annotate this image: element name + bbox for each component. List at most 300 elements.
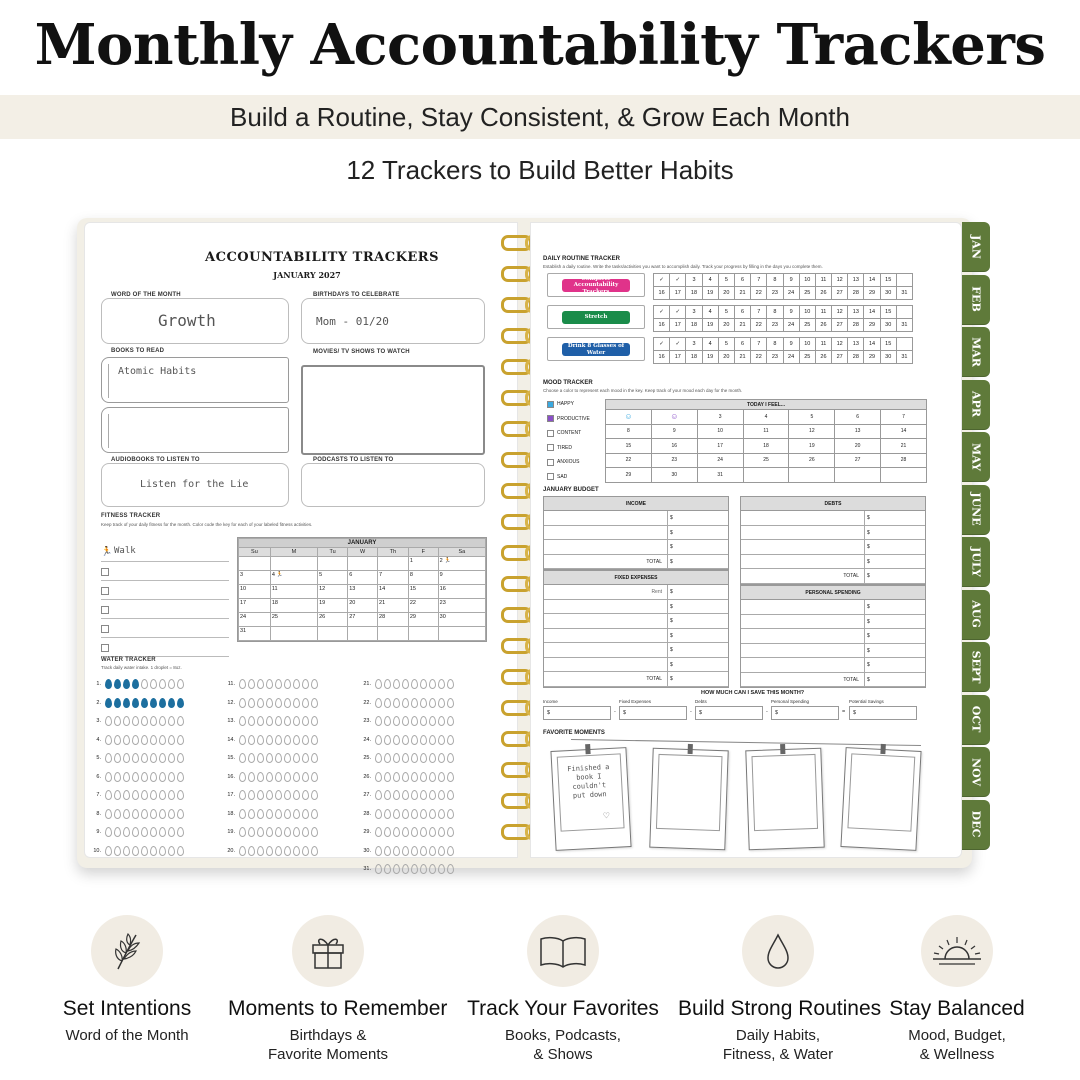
calendar-cell[interactable]: 17	[239, 599, 271, 613]
routine-day-cell[interactable]: 28	[848, 287, 864, 300]
water-drop-icon[interactable]	[393, 846, 400, 856]
mood-key-row[interactable]	[547, 397, 603, 412]
water-drop-icon[interactable]	[411, 698, 418, 708]
water-drop-icon[interactable]	[393, 735, 400, 745]
water-drop-icon[interactable]	[177, 846, 184, 856]
water-drop-icon[interactable]	[393, 753, 400, 763]
water-drop-icon[interactable]	[302, 772, 309, 782]
routine-day-cell[interactable]: 29	[864, 319, 880, 332]
routine-day-cell[interactable]: 29	[864, 351, 880, 364]
water-drop-icon[interactable]	[159, 772, 166, 782]
tab-feb[interactable]: FEB	[962, 275, 990, 325]
routine-day-cell[interactable]: 31	[896, 287, 912, 300]
checkbox[interactable]	[101, 568, 109, 576]
water-drop-icon[interactable]	[293, 698, 300, 708]
water-drop-icon[interactable]	[114, 846, 121, 856]
water-drop-icon[interactable]	[239, 753, 246, 763]
calendar-cell[interactable]	[438, 627, 485, 641]
photo-frame[interactable]	[840, 747, 921, 851]
mood-key-row[interactable]	[547, 441, 603, 456]
routine-day-cell[interactable]: 6	[734, 306, 750, 319]
routine-day-cell[interactable]: 14	[864, 306, 880, 319]
water-drop-icon[interactable]	[141, 827, 148, 837]
water-drop-icon[interactable]	[375, 735, 382, 745]
water-drop-icon[interactable]	[266, 790, 273, 800]
savings-field[interactable]: $	[695, 706, 763, 720]
water-drop-icon[interactable]	[123, 846, 130, 856]
water-drop-icon[interactable]	[168, 772, 175, 782]
water-drop-icon[interactable]	[429, 790, 436, 800]
water-drop-icon[interactable]	[239, 846, 246, 856]
water-drop-icon[interactable]	[248, 827, 255, 837]
calendar-cell[interactable]: 29	[408, 613, 438, 627]
water-drop-icon[interactable]	[248, 790, 255, 800]
routine-day-cell[interactable]: ✓	[654, 306, 670, 319]
routine-day-cell[interactable]: 17	[670, 287, 686, 300]
calendar-cell[interactable]	[318, 557, 348, 571]
checkbox[interactable]	[101, 625, 109, 633]
water-drop-icon[interactable]	[266, 716, 273, 726]
calendar-cell[interactable]	[378, 557, 409, 571]
calendar-cell[interactable]: 12	[318, 585, 348, 599]
water-drop-icon[interactable]	[114, 698, 121, 708]
water-drop-icon[interactable]	[177, 679, 184, 689]
water-drop-icon[interactable]	[248, 716, 255, 726]
water-drop-icon[interactable]	[420, 809, 427, 819]
routine-day-cell[interactable]: ✓	[654, 338, 670, 351]
routine-day-cell[interactable]: 12	[832, 274, 848, 287]
water-drop-icon[interactable]	[302, 846, 309, 856]
photo-frame[interactable]	[649, 748, 728, 851]
water-drop-icon[interactable]	[266, 846, 273, 856]
water-drop-icon[interactable]	[420, 864, 427, 874]
calendar-cell[interactable]: 1	[408, 557, 438, 571]
water-drop-icon[interactable]	[293, 809, 300, 819]
water-drop-icon[interactable]	[311, 716, 318, 726]
calendar-cell[interactable]	[270, 627, 317, 641]
water-drop-icon[interactable]	[429, 846, 436, 856]
water-drop-icon[interactable]	[114, 679, 121, 689]
tab-aug[interactable]: AUG	[962, 590, 990, 640]
mood-day-cell[interactable]: 19	[789, 439, 835, 454]
water-drop-icon[interactable]	[375, 864, 382, 874]
routine-day-cell[interactable]: 18	[686, 351, 702, 364]
water-drop-icon[interactable]	[123, 753, 130, 763]
routine-day-cell[interactable]: 19	[702, 287, 718, 300]
tab-jan[interactable]: JAN	[962, 222, 990, 272]
water-drop-icon[interactable]	[384, 846, 391, 856]
water-drop-icon[interactable]	[284, 772, 291, 782]
water-drop-icon[interactable]	[257, 716, 264, 726]
water-drop-icon[interactable]	[311, 827, 318, 837]
water-drop-icon[interactable]	[447, 864, 454, 874]
calendar-cell[interactable]: 22	[408, 599, 438, 613]
water-drop-icon[interactable]	[159, 716, 166, 726]
water-drop-icon[interactable]	[150, 735, 157, 745]
tab-mar[interactable]: MAR	[962, 327, 990, 377]
routine-day-cell[interactable]: 6	[734, 274, 750, 287]
routine-day-cell[interactable]: 20	[718, 287, 734, 300]
fitness-key-row[interactable]	[101, 600, 229, 619]
routine-day-cell[interactable]: ✓	[670, 306, 686, 319]
routine-day-cell[interactable]: 23	[767, 319, 783, 332]
water-drop-icon[interactable]	[177, 735, 184, 745]
water-drop-icon[interactable]	[123, 679, 130, 689]
water-drop-icon[interactable]	[447, 790, 454, 800]
routine-day-cell[interactable]: ✓	[670, 338, 686, 351]
ledger-line[interactable]: $	[544, 540, 728, 555]
water-drop-icon[interactable]	[393, 827, 400, 837]
fitness-key-row[interactable]	[101, 619, 229, 638]
water-drop-icon[interactable]	[384, 790, 391, 800]
water-drop-icon[interactable]	[375, 772, 382, 782]
water-drop-icon[interactable]	[159, 735, 166, 745]
ledger-total[interactable]: TOTAL $	[741, 673, 925, 688]
ledger-line[interactable]: $	[741, 540, 925, 555]
mood-day-cell[interactable]: 17	[697, 439, 743, 454]
water-drop-icon[interactable]	[114, 790, 121, 800]
water-drop-icon[interactable]	[402, 698, 409, 708]
water-drop-icon[interactable]	[411, 790, 418, 800]
ledger-line[interactable]: $	[741, 555, 925, 570]
routine-day-cell[interactable]: 14	[864, 274, 880, 287]
water-drop-icon[interactable]	[266, 753, 273, 763]
water-drop-icon[interactable]	[275, 846, 282, 856]
water-drop-icon[interactable]	[266, 679, 273, 689]
water-drop-icon[interactable]	[284, 790, 291, 800]
calendar-cell[interactable]: 26	[318, 613, 348, 627]
mood-day-cell[interactable]	[881, 468, 927, 483]
checkbox[interactable]	[547, 444, 554, 451]
water-drop-icon[interactable]	[257, 753, 264, 763]
routine-day-cell[interactable]: 26	[815, 319, 831, 332]
water-drop-icon[interactable]	[302, 735, 309, 745]
water-drop-icon[interactable]	[402, 790, 409, 800]
routine-day-cell[interactable]: 19	[702, 319, 718, 332]
water-drop-icon[interactable]	[393, 698, 400, 708]
mood-day-cell[interactable]: 8	[606, 424, 652, 439]
water-drop-icon[interactable]	[411, 809, 418, 819]
routine-day-cell[interactable]: 12	[832, 306, 848, 319]
water-drop-icon[interactable]	[150, 846, 157, 856]
water-drop-icon[interactable]	[114, 735, 121, 745]
water-drop-icon[interactable]	[168, 716, 175, 726]
routine-day-cell[interactable]: 4	[702, 306, 718, 319]
water-drop-icon[interactable]	[438, 772, 445, 782]
routine-day-cell[interactable]: 19	[702, 351, 718, 364]
water-drop-icon[interactable]	[284, 827, 291, 837]
water-drop-icon[interactable]	[248, 809, 255, 819]
calendar-cell[interactable]: 3	[239, 571, 271, 585]
water-drop-icon[interactable]	[168, 698, 175, 708]
water-drop-icon[interactable]	[284, 679, 291, 689]
water-drop-icon[interactable]	[123, 772, 130, 782]
water-drop-icon[interactable]	[429, 698, 436, 708]
ledger-line[interactable]: $	[741, 629, 925, 644]
water-drop-icon[interactable]	[429, 735, 436, 745]
routine-day-cell[interactable]: 25	[799, 287, 815, 300]
photo-frame[interactable]	[745, 748, 824, 851]
mood-day-cell[interactable]: 13	[835, 424, 881, 439]
routine-day-cell[interactable]: 11	[815, 274, 831, 287]
routine-day-cell[interactable]	[896, 274, 912, 287]
ledger-line[interactable]: $	[544, 511, 728, 526]
routine-day-cell[interactable]: 26	[815, 351, 831, 364]
water-drop-icon[interactable]	[420, 827, 427, 837]
tab-apr[interactable]: APR	[962, 380, 990, 430]
water-drop-icon[interactable]	[411, 735, 418, 745]
water-drop-icon[interactable]	[402, 809, 409, 819]
water-drop-icon[interactable]	[141, 735, 148, 745]
podcasts-box[interactable]	[301, 463, 485, 507]
mood-key-row[interactable]	[547, 426, 603, 441]
routine-day-cell[interactable]	[896, 338, 912, 351]
routine-day-cell[interactable]: 3	[686, 306, 702, 319]
calendar-cell[interactable]: 20	[348, 599, 378, 613]
water-drop-icon[interactable]	[311, 679, 318, 689]
routine-label-box[interactable]	[547, 273, 645, 297]
routine-day-cell[interactable]: 20	[718, 351, 734, 364]
calendar-cell[interactable]	[239, 557, 271, 571]
water-drop-icon[interactable]	[438, 846, 445, 856]
water-drop-icon[interactable]	[429, 827, 436, 837]
water-drop-icon[interactable]	[248, 846, 255, 856]
routine-day-cell[interactable]: 7	[751, 306, 767, 319]
water-drop-icon[interactable]	[447, 846, 454, 856]
water-drop-icon[interactable]	[302, 827, 309, 837]
routine-day-cell[interactable]: 17	[670, 351, 686, 364]
calendar-cell[interactable]	[270, 557, 317, 571]
water-drop-icon[interactable]	[393, 790, 400, 800]
routine-label-box[interactable]	[547, 305, 645, 329]
calendar-cell[interactable]: 13	[348, 585, 378, 599]
fitness-key-row[interactable]	[101, 543, 229, 562]
water-drop-icon[interactable]	[257, 827, 264, 837]
water-drop-icon[interactable]	[114, 827, 121, 837]
water-drop-icon[interactable]	[132, 827, 139, 837]
water-drop-icon[interactable]	[248, 679, 255, 689]
water-drop-icon[interactable]	[132, 846, 139, 856]
ledger-total[interactable]: TOTAL $	[544, 672, 728, 687]
calendar-cell[interactable]: 19	[318, 599, 348, 613]
ledger-line[interactable]: $	[544, 629, 728, 644]
water-drop-icon[interactable]	[311, 772, 318, 782]
routine-day-cell[interactable]: 22	[751, 287, 767, 300]
water-drop-icon[interactable]	[275, 827, 282, 837]
water-drop-icon[interactable]	[275, 790, 282, 800]
water-drop-icon[interactable]	[302, 809, 309, 819]
water-drop-icon[interactable]	[411, 846, 418, 856]
tab-may[interactable]: MAY	[962, 432, 990, 482]
water-drop-icon[interactable]	[105, 772, 112, 782]
water-drop-icon[interactable]	[420, 753, 427, 763]
word-of-month-box[interactable]	[101, 298, 289, 344]
water-drop-icon[interactable]	[411, 772, 418, 782]
water-drop-icon[interactable]	[420, 735, 427, 745]
water-drop-icon[interactable]	[293, 716, 300, 726]
water-drop-icon[interactable]	[429, 809, 436, 819]
mood-day-cell[interactable]: 12	[789, 424, 835, 439]
water-drop-icon[interactable]	[293, 827, 300, 837]
routine-day-cell[interactable]: 26	[815, 287, 831, 300]
mood-day-cell[interactable]	[743, 468, 789, 483]
mood-key-row[interactable]	[547, 455, 603, 470]
water-drop-icon[interactable]	[275, 809, 282, 819]
water-drop-icon[interactable]	[105, 735, 112, 745]
water-drop-icon[interactable]	[239, 735, 246, 745]
calendar-cell[interactable]: 11	[270, 585, 317, 599]
mood-day-cell[interactable]: 9	[651, 424, 697, 439]
birthdays-box[interactable]	[301, 298, 485, 344]
ledger-total[interactable]: TOTAL $	[741, 569, 925, 584]
ledger-total[interactable]: TOTAL $	[544, 555, 728, 570]
water-drop-icon[interactable]	[420, 846, 427, 856]
water-drop-icon[interactable]	[105, 698, 112, 708]
mood-day-cell[interactable]: 30	[651, 468, 697, 483]
routine-day-cell[interactable]: 24	[783, 351, 799, 364]
water-drop-icon[interactable]	[257, 772, 264, 782]
routine-day-cell[interactable]: ✓	[670, 274, 686, 287]
routine-day-cell[interactable]: 5	[718, 338, 734, 351]
water-drop-icon[interactable]	[375, 716, 382, 726]
water-drop-icon[interactable]	[132, 735, 139, 745]
water-drop-icon[interactable]	[168, 846, 175, 856]
water-drop-icon[interactable]	[239, 679, 246, 689]
water-drop-icon[interactable]	[438, 698, 445, 708]
calendar-cell[interactable]: 4 🏃	[270, 571, 317, 585]
mood-day-cell[interactable]: 26	[789, 453, 835, 468]
routine-day-cell[interactable]: 8	[767, 274, 783, 287]
tab-june[interactable]: JUNE	[962, 485, 990, 535]
calendar-cell[interactable]: 8	[408, 571, 438, 585]
mood-key-row[interactable]	[547, 470, 603, 485]
water-drop-icon[interactable]	[141, 716, 148, 726]
water-drop-icon[interactable]	[384, 809, 391, 819]
water-drop-icon[interactable]	[375, 679, 382, 689]
mood-day-cell[interactable]: 23	[651, 453, 697, 468]
mood-key-row[interactable]	[547, 412, 603, 427]
water-drop-icon[interactable]	[239, 809, 246, 819]
routine-day-cell[interactable]: 10	[799, 274, 815, 287]
water-drop-icon[interactable]	[266, 772, 273, 782]
water-drop-icon[interactable]	[384, 864, 391, 874]
routine-day-cell[interactable]: 22	[751, 319, 767, 332]
routine-day-cell[interactable]: 3	[686, 338, 702, 351]
calendar-cell[interactable]: 9	[438, 571, 485, 585]
water-drop-icon[interactable]	[438, 716, 445, 726]
water-drop-icon[interactable]	[275, 698, 282, 708]
calendar-cell[interactable]: 30	[438, 613, 485, 627]
water-drop-icon[interactable]	[447, 735, 454, 745]
routine-day-cell[interactable]: 6	[734, 338, 750, 351]
water-drop-icon[interactable]	[420, 790, 427, 800]
mood-day-cell[interactable]: 16	[651, 439, 697, 454]
calendar-cell[interactable]: 18	[270, 599, 317, 613]
water-drop-icon[interactable]	[402, 846, 409, 856]
routine-day-cell[interactable]: 27	[832, 287, 848, 300]
tab-sept[interactable]: SEPT	[962, 642, 990, 692]
water-drop-icon[interactable]	[168, 809, 175, 819]
water-drop-icon[interactable]	[429, 716, 436, 726]
water-drop-icon[interactable]	[411, 827, 418, 837]
water-drop-icon[interactable]	[302, 679, 309, 689]
water-drop-icon[interactable]	[141, 846, 148, 856]
water-drop-icon[interactable]	[311, 698, 318, 708]
savings-field[interactable]: $	[849, 706, 917, 720]
mood-day-cell[interactable]: 27	[835, 453, 881, 468]
water-drop-icon[interactable]	[429, 753, 436, 763]
water-drop-icon[interactable]	[266, 809, 273, 819]
water-drop-icon[interactable]	[257, 809, 264, 819]
mood-day-cell[interactable]: 18	[743, 439, 789, 454]
water-drop-icon[interactable]	[141, 679, 148, 689]
routine-day-cell[interactable]: 29	[864, 287, 880, 300]
water-drop-icon[interactable]	[150, 716, 157, 726]
routine-day-cell[interactable]: 9	[783, 338, 799, 351]
mood-day-cell[interactable]: 22	[606, 453, 652, 468]
water-drop-icon[interactable]	[311, 735, 318, 745]
checkbox[interactable]	[547, 473, 554, 480]
water-drop-icon[interactable]	[438, 753, 445, 763]
water-drop-icon[interactable]	[275, 716, 282, 726]
water-drop-icon[interactable]	[114, 772, 121, 782]
water-drop-icon[interactable]	[384, 735, 391, 745]
water-drop-icon[interactable]	[257, 698, 264, 708]
water-drop-icon[interactable]	[150, 772, 157, 782]
routine-day-cell[interactable]: 16	[654, 351, 670, 364]
routine-day-cell[interactable]: 18	[686, 287, 702, 300]
water-drop-icon[interactable]	[123, 735, 130, 745]
mood-day-cell[interactable]: 14	[881, 424, 927, 439]
mood-day-cell[interactable]: 20	[835, 439, 881, 454]
water-drop-icon[interactable]	[275, 772, 282, 782]
water-drop-icon[interactable]	[293, 735, 300, 745]
water-drop-icon[interactable]	[159, 698, 166, 708]
mood-day-cell[interactable]: 7	[881, 410, 927, 425]
water-drop-icon[interactable]	[402, 753, 409, 763]
water-drop-icon[interactable]	[438, 809, 445, 819]
water-drop-icon[interactable]	[284, 846, 291, 856]
savings-field[interactable]: $	[543, 706, 611, 720]
water-drop-icon[interactable]	[384, 753, 391, 763]
calendar-cell[interactable]	[348, 627, 378, 641]
water-drop-icon[interactable]	[375, 753, 382, 763]
water-drop-icon[interactable]	[429, 679, 436, 689]
routine-day-cell[interactable]: 7	[751, 338, 767, 351]
water-drop-icon[interactable]	[105, 827, 112, 837]
routine-day-cell[interactable]: 30	[880, 319, 896, 332]
water-drop-icon[interactable]	[177, 753, 184, 763]
water-drop-icon[interactable]	[393, 772, 400, 782]
audiobooks-box[interactable]	[101, 463, 289, 507]
water-drop-icon[interactable]	[123, 716, 130, 726]
water-drop-icon[interactable]	[375, 827, 382, 837]
water-drop-icon[interactable]	[168, 735, 175, 745]
routine-day-cell[interactable]: 21	[734, 351, 750, 364]
routine-day-cell[interactable]: 5	[718, 274, 734, 287]
mood-day-cell[interactable]: 6	[835, 410, 881, 425]
water-drop-icon[interactable]	[177, 698, 184, 708]
water-drop-icon[interactable]	[384, 679, 391, 689]
mood-day-cell[interactable]: 25	[743, 453, 789, 468]
calendar-cell[interactable]: 28	[378, 613, 409, 627]
water-drop-icon[interactable]	[402, 716, 409, 726]
water-drop-icon[interactable]	[411, 716, 418, 726]
water-drop-icon[interactable]	[420, 772, 427, 782]
mood-day-cell[interactable]: ☺	[651, 410, 697, 425]
water-drop-icon[interactable]	[257, 846, 264, 856]
water-drop-icon[interactable]	[159, 846, 166, 856]
